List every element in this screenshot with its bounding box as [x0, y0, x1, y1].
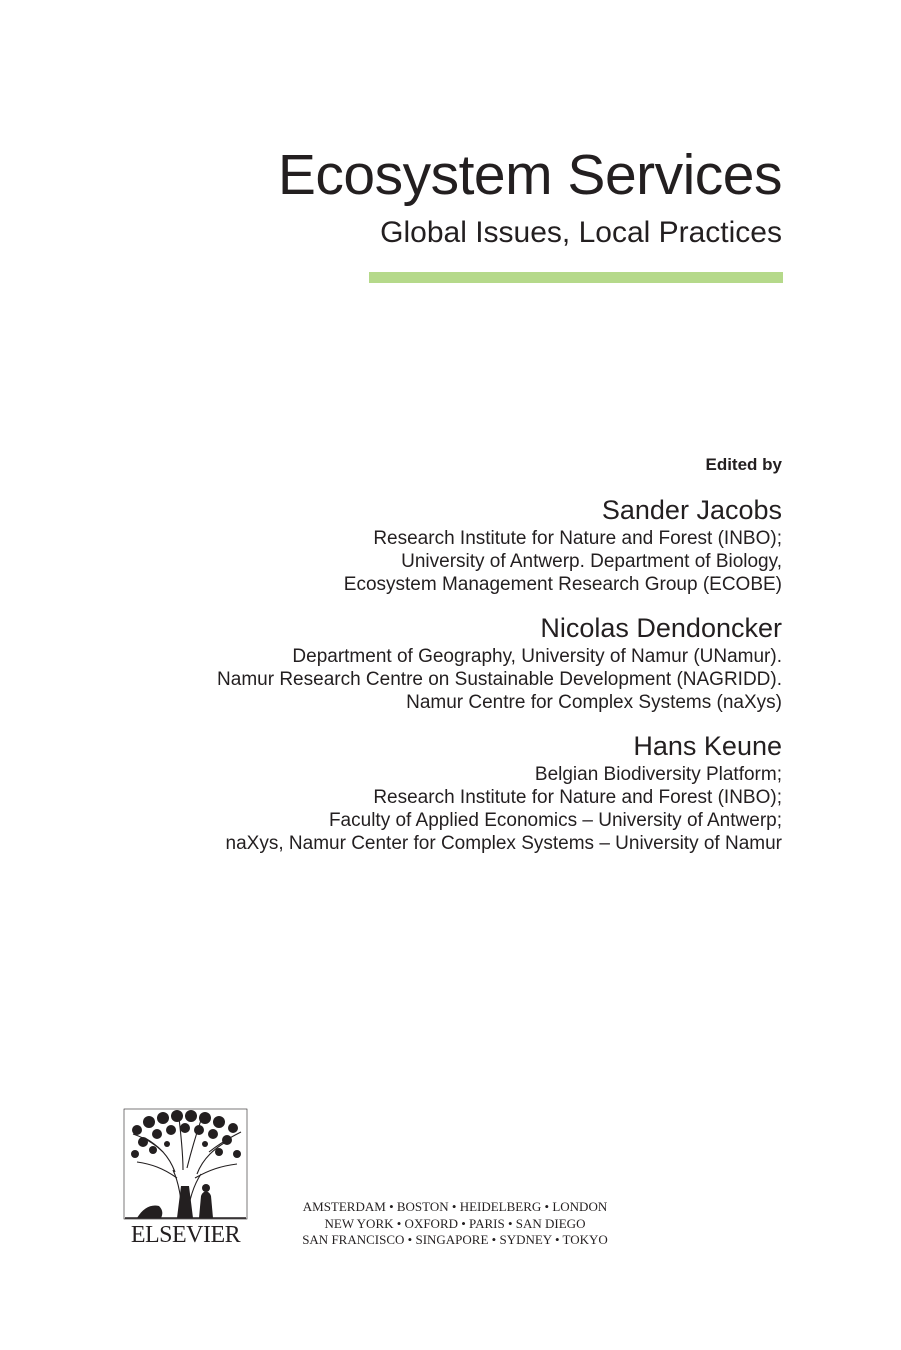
- city-line: AMSTERDAM • BOSTON • HEIDELBERG • LONDON: [302, 1199, 608, 1214]
- city-line: SAN FRANCISCO • SINGAPORE • SYDNEY • TOKYO: [302, 1232, 608, 1247]
- editor-name: Nicolas Dendoncker: [540, 613, 782, 643]
- editor-nicolas-dendoncker: [217, 612, 782, 714]
- book-title: Ecosystem Services: [277, 143, 782, 207]
- elsevier-tree-logo-icon: [123, 1108, 248, 1220]
- editor-sander-jacobs: [217, 494, 782, 596]
- editor-affiliation: Belgian Biodiversity Platform;: [534, 764, 782, 785]
- editor-affiliation: Research Institute for Nature and Forest (INBO);: [373, 787, 782, 808]
- publisher-name: ELSEVIER: [130, 1222, 241, 1248]
- accent-rule: [369, 272, 783, 283]
- title-block: [278, 140, 782, 253]
- editor-affiliation: Namur Centre for Complex Systems (naXys): [406, 692, 782, 713]
- elsevier-logo: [123, 1108, 248, 1248]
- editor-affiliation: Faculty of Applied Economics – University of Antwerp;: [328, 810, 782, 831]
- editor-affiliation: Ecosystem Management Research Group (ECOBE): [343, 574, 782, 595]
- city-line: NEW YORK • OXFORD • PARIS • SAN DIEGO: [324, 1215, 586, 1231]
- editor-affiliation: Research Institute for Nature and Forest (INBO);: [373, 528, 782, 549]
- editor-affiliation: Namur Research Centre on Sustainable Development (NAGRIDD).: [217, 669, 782, 690]
- editors-block: [217, 454, 782, 871]
- editor-name: Hans Keune: [633, 731, 782, 761]
- editor-affiliation: University of Antwerp. Department of Biology,: [401, 551, 782, 572]
- editor-hans-keune: [217, 730, 782, 855]
- editor-affiliation: naXys, Namur Center for Complex Systems – University of Namur: [225, 833, 782, 854]
- editor-affiliation: Department of Geography, University of Namur (UNamur).: [292, 646, 782, 667]
- book-subtitle: Global Issues, Local Practices: [380, 216, 782, 249]
- editor-name: Sander Jacobs: [601, 495, 782, 525]
- edited-by-label: Edited by: [705, 455, 782, 474]
- publisher-cities: [285, 1199, 625, 1249]
